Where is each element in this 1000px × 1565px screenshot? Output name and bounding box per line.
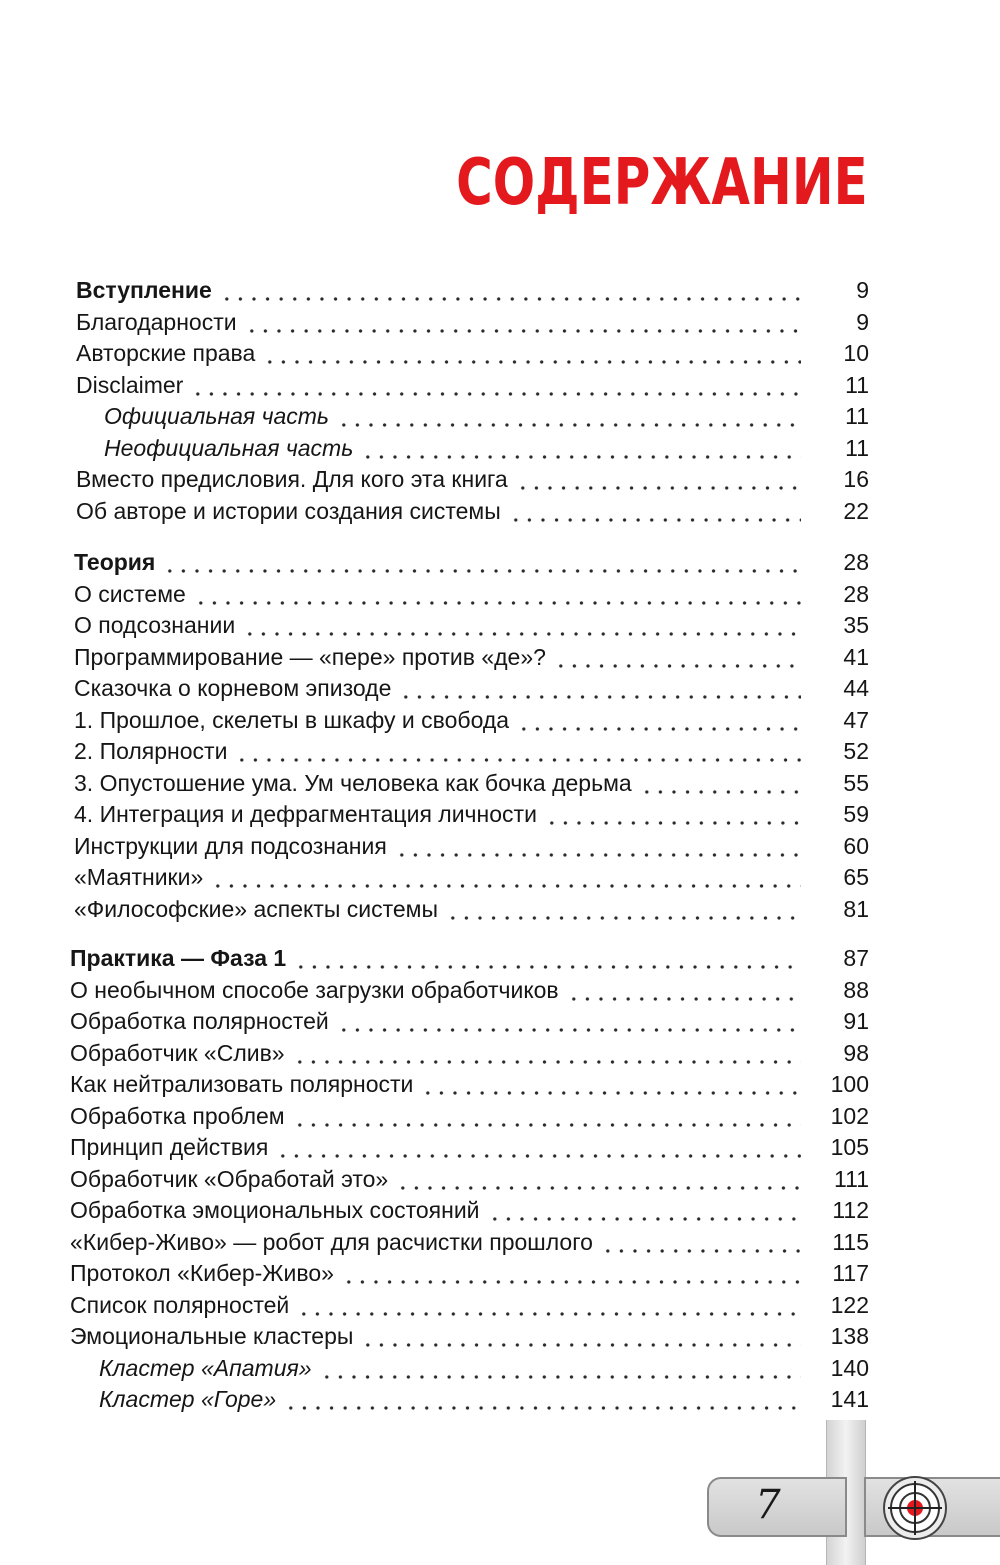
- dot-leader: [276, 1137, 801, 1159]
- toc-entry-label: Протокол «Кибер-Живо»: [70, 1260, 334, 1286]
- dot-leader: [243, 615, 801, 637]
- toc-entry[interactable]: [0, 1035, 1000, 1067]
- toc-entry[interactable]: [0, 797, 1000, 829]
- dot-leader: [235, 741, 801, 763]
- dot-leader: [396, 1169, 801, 1191]
- dot-leader: [194, 584, 801, 606]
- toc-entry[interactable]: [0, 367, 1000, 399]
- toc-section-practice: [0, 936, 1000, 1413]
- toc-page-number: 141: [830, 1386, 869, 1412]
- toc-entry-label: 2. Полярности: [74, 738, 228, 764]
- toc-page-number: 88: [843, 976, 869, 1003]
- dot-leader: [516, 469, 801, 491]
- toc-page-number: 9: [856, 277, 869, 303]
- toc-entry-label: Disclaimer: [76, 371, 184, 398]
- toc-entry-label: О необычном способе загрузки обработчиков: [70, 976, 559, 1003]
- dot-leader: [245, 312, 801, 334]
- dot-leader: [163, 552, 801, 574]
- toc-entry[interactable]: [0, 1193, 1000, 1225]
- toc-page-number: 28: [843, 580, 869, 607]
- toc-entry[interactable]: [0, 1224, 1000, 1256]
- toc-entry-label: Авторские права: [76, 340, 256, 366]
- toc-page-number: 41: [843, 643, 869, 670]
- toc-entry[interactable]: [0, 860, 1000, 892]
- toc-entry-label: Неофициальная часть: [104, 434, 354, 461]
- toc-entry-label: 3. Опустошение ума. Ум человека как бочка дерьма: [74, 769, 632, 796]
- dot-leader: [361, 438, 801, 460]
- toc-page-number: 10: [843, 340, 869, 366]
- dot-leader: [320, 1358, 801, 1380]
- dot-leader: [446, 899, 801, 921]
- toc-entry[interactable]: [0, 462, 1000, 494]
- dot-leader: [509, 501, 801, 523]
- toc-heading-label: Теория: [74, 549, 156, 575]
- toc-entry-label: О системе: [74, 580, 186, 607]
- toc-heading[interactable]: [0, 936, 1000, 972]
- toc-entry-label: «Кибер-Живо» — робот для расчистки прошлого: [70, 1228, 593, 1255]
- toc-heading[interactable]: [0, 540, 1000, 576]
- toc-page-number: 140: [830, 1354, 869, 1381]
- dot-leader: [294, 948, 801, 970]
- toc-entry[interactable]: [0, 576, 1000, 608]
- toc-entry[interactable]: [0, 639, 1000, 671]
- toc-page-number: 98: [843, 1039, 869, 1066]
- dot-leader: [293, 1043, 801, 1065]
- toc-entry[interactable]: [0, 304, 1000, 336]
- toc-page-number: 28: [843, 549, 869, 575]
- toc-page-number: 112: [832, 1197, 869, 1223]
- toc-entry-label: О подсознании: [74, 612, 236, 638]
- toc-page-number: 52: [843, 738, 869, 764]
- toc-page-number: 91: [843, 1008, 869, 1034]
- dot-leader: [488, 1200, 801, 1222]
- toc-entry[interactable]: [0, 1287, 1000, 1319]
- toc-entry[interactable]: [0, 972, 1000, 1004]
- toc-page-number: 16: [843, 466, 869, 492]
- toc-heading[interactable]: [0, 268, 1000, 304]
- toc-entry-label: Обработка эмоциональных состояний: [70, 1197, 480, 1223]
- toc-page-number: 35: [843, 612, 869, 638]
- toc-entry-label: Кластер «Горе»: [99, 1386, 277, 1412]
- toc-entry[interactable]: [0, 1319, 1000, 1351]
- toc-entry[interactable]: [0, 828, 1000, 860]
- toc-entry[interactable]: [0, 734, 1000, 766]
- toc-entry[interactable]: [0, 608, 1000, 640]
- toc-entry[interactable]: [0, 1004, 1000, 1036]
- toc-entry-label: Инструкции для подсознания: [74, 832, 387, 859]
- dot-leader: [342, 1263, 801, 1285]
- dot-leader: [337, 406, 801, 428]
- toc-entry[interactable]: [0, 891, 1000, 923]
- toc-entry-label: Официальная часть: [104, 403, 330, 429]
- toc-entry-label: Обработчик «Слив»: [70, 1039, 285, 1066]
- toc-page-number: 111: [834, 1165, 869, 1192]
- dot-leader: [361, 1326, 801, 1348]
- toc-entry-label: 1. Прошлое, скелеты в шкафу и свобода: [74, 706, 510, 733]
- toc-entry-label: Принцип действия: [70, 1134, 269, 1160]
- toc-entry-label: Об авторе и истории создания системы: [76, 497, 501, 524]
- dot-leader: [640, 773, 801, 795]
- toc-entry[interactable]: [0, 765, 1000, 797]
- toc-page-number: 44: [843, 675, 869, 701]
- dot-leader: [263, 343, 801, 365]
- toc-entry-label: Эмоциональные кластеры: [70, 1323, 354, 1349]
- toc-entry[interactable]: [0, 493, 1000, 525]
- dot-leader: [337, 1011, 801, 1033]
- toc-entry[interactable]: [0, 1130, 1000, 1162]
- toc-entry[interactable]: [0, 1098, 1000, 1130]
- dot-leader: [220, 280, 801, 302]
- target-icon: [882, 1475, 948, 1541]
- toc-page-number: 105: [830, 1134, 869, 1160]
- toc-entry-label: Сказочка о корневом эпизоде: [74, 675, 392, 701]
- page-number: 7: [755, 1482, 781, 1528]
- toc-page-number: 59: [843, 801, 869, 827]
- toc-entry[interactable]: [0, 1161, 1000, 1193]
- toc-entry-label: Вместо предисловия. Для кого эта книга: [76, 466, 508, 492]
- toc-entry-label: «Маятники»: [74, 864, 204, 890]
- toc-page-number: 117: [832, 1260, 869, 1286]
- toc-page-number: 115: [832, 1228, 869, 1255]
- toc-heading-label: Вступление: [76, 277, 212, 303]
- toc-page-number: 100: [830, 1071, 869, 1097]
- toc-entry-label: Обработка полярностей: [70, 1008, 329, 1034]
- toc-section-intro: [0, 268, 1000, 525]
- toc-entry[interactable]: [0, 1067, 1000, 1099]
- toc-subentry[interactable]: [0, 430, 1000, 462]
- toc-entry[interactable]: [0, 671, 1000, 703]
- toc-page-number: 11: [845, 434, 869, 461]
- toc-entry-label: «Философские» аспекты системы: [74, 895, 439, 922]
- dot-leader: [395, 836, 801, 858]
- toc-page-number: 11: [845, 403, 869, 429]
- toc-entry-label: Благодарности: [76, 308, 237, 335]
- toc-subentry[interactable]: [0, 1350, 1000, 1382]
- toc-page-number: 11: [845, 371, 869, 398]
- toc-page-number: 122: [830, 1291, 869, 1318]
- toc-page-number: 22: [843, 497, 869, 524]
- dot-leader: [297, 1295, 801, 1317]
- toc-entry-label: Обработчик «Обработай это»: [70, 1165, 389, 1192]
- toc-entry-label: Кластер «Апатия»: [99, 1354, 312, 1381]
- toc-page-number: 55: [843, 769, 869, 796]
- toc-page-number: 60: [843, 832, 869, 859]
- toc-page-number: 65: [843, 864, 869, 890]
- dot-leader: [567, 980, 801, 1002]
- dot-leader: [191, 375, 801, 397]
- toc-entry-label: 4. Интеграция и дефрагментация личности: [74, 801, 537, 827]
- dot-leader: [554, 647, 801, 669]
- toc-entry[interactable]: [0, 1256, 1000, 1288]
- toc-page-number: 102: [830, 1102, 869, 1129]
- dot-leader: [211, 867, 801, 889]
- toc-subentry[interactable]: [0, 1382, 1000, 1414]
- toc-entry-label: Список полярностей: [70, 1291, 290, 1318]
- toc-page-number: 138: [830, 1323, 869, 1349]
- toc-entry-label: Как нейтрализовать полярности: [70, 1071, 414, 1097]
- toc-page-number: 9: [856, 308, 869, 335]
- toc-entry[interactable]: [0, 336, 1000, 368]
- dot-leader: [284, 1389, 801, 1411]
- toc-entry[interactable]: [0, 702, 1000, 734]
- toc-heading-label: Практика — Фаза 1: [70, 945, 287, 971]
- toc-subentry[interactable]: [0, 399, 1000, 431]
- toc-entry-label: Программирование — «пере» против «де»?: [74, 643, 546, 670]
- toc-page-number: 87: [843, 945, 869, 971]
- page-title: СОДЕРЖАНИЕ: [456, 146, 868, 220]
- dot-leader: [421, 1074, 801, 1096]
- dot-leader: [293, 1106, 801, 1128]
- toc-page-number: 47: [843, 706, 869, 733]
- dot-leader: [601, 1232, 801, 1254]
- toc-entry-label: Обработка проблем: [70, 1102, 285, 1129]
- toc-page-number: 81: [843, 895, 869, 922]
- dot-leader: [545, 804, 801, 826]
- toc-section-theory: [0, 540, 1000, 923]
- dot-leader: [399, 678, 801, 700]
- dot-leader: [517, 710, 801, 732]
